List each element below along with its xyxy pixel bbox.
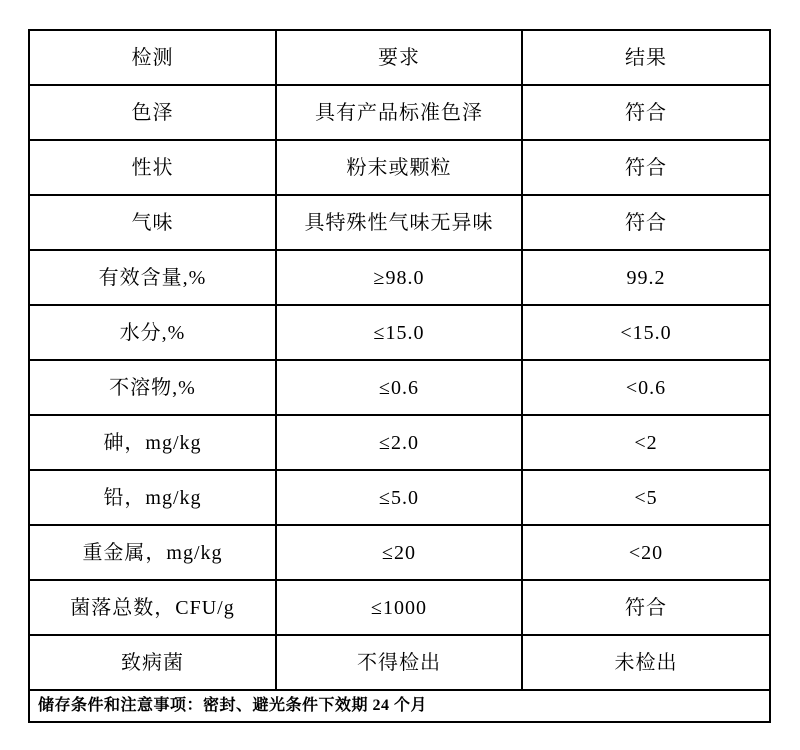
result-cell: <5 <box>522 470 770 525</box>
header-cell-requirement: 要求 <box>276 30 522 85</box>
header-cell-item: 检测 <box>29 30 276 85</box>
inspection-sheet <box>28 29 769 723</box>
result-cell: 未检出 <box>522 635 770 690</box>
table-body <box>29 85 770 722</box>
item-cell: 色泽 <box>29 85 276 140</box>
requirement-cell: 粉末或颗粒 <box>276 140 522 195</box>
requirement-cell: ≤1000 <box>276 580 522 635</box>
result-cell: 符合 <box>522 85 770 140</box>
result-cell: 99.2 <box>522 250 770 305</box>
requirement-cell: 具特殊性气味无异味 <box>276 195 522 250</box>
result-cell: 符合 <box>522 195 770 250</box>
requirement-cell: ≤15.0 <box>276 305 522 360</box>
table-row <box>29 635 770 690</box>
table-row <box>29 305 770 360</box>
item-cell: 砷，mg/kg <box>29 415 276 470</box>
table-row <box>29 85 770 140</box>
item-cell: 水分,% <box>29 305 276 360</box>
header-row <box>29 30 770 85</box>
item-cell: 菌落总数，CFU/g <box>29 580 276 635</box>
result-cell: <2 <box>522 415 770 470</box>
table-row <box>29 525 770 580</box>
header-cell-result: 结果 <box>522 30 770 85</box>
inspection-table <box>28 29 771 723</box>
table-row <box>29 250 770 305</box>
table-row <box>29 415 770 470</box>
table-row <box>29 195 770 250</box>
item-cell: 有效含量,% <box>29 250 276 305</box>
storage-note: 储存条件和注意事项：密封、避光条件下效期 24 个月 <box>29 690 770 722</box>
table-row <box>29 360 770 415</box>
requirement-cell: 不得检出 <box>276 635 522 690</box>
result-cell: 符合 <box>522 580 770 635</box>
table-row <box>29 580 770 635</box>
item-cell: 致病菌 <box>29 635 276 690</box>
requirement-cell: 具有产品标准色泽 <box>276 85 522 140</box>
result-cell: 符合 <box>522 140 770 195</box>
result-cell: <20 <box>522 525 770 580</box>
requirement-cell: ≥98.0 <box>276 250 522 305</box>
item-cell: 不溶物,% <box>29 360 276 415</box>
table-header <box>29 30 770 85</box>
item-cell: 性状 <box>29 140 276 195</box>
table-row <box>29 140 770 195</box>
requirement-cell: ≤20 <box>276 525 522 580</box>
requirement-cell: ≤5.0 <box>276 470 522 525</box>
table-row <box>29 470 770 525</box>
item-cell: 重金属，mg/kg <box>29 525 276 580</box>
result-cell: <15.0 <box>522 305 770 360</box>
requirement-cell: ≤0.6 <box>276 360 522 415</box>
result-cell: <0.6 <box>522 360 770 415</box>
item-cell: 气味 <box>29 195 276 250</box>
item-cell: 铅，mg/kg <box>29 470 276 525</box>
requirement-cell: ≤2.0 <box>276 415 522 470</box>
storage-note-row <box>29 690 770 722</box>
